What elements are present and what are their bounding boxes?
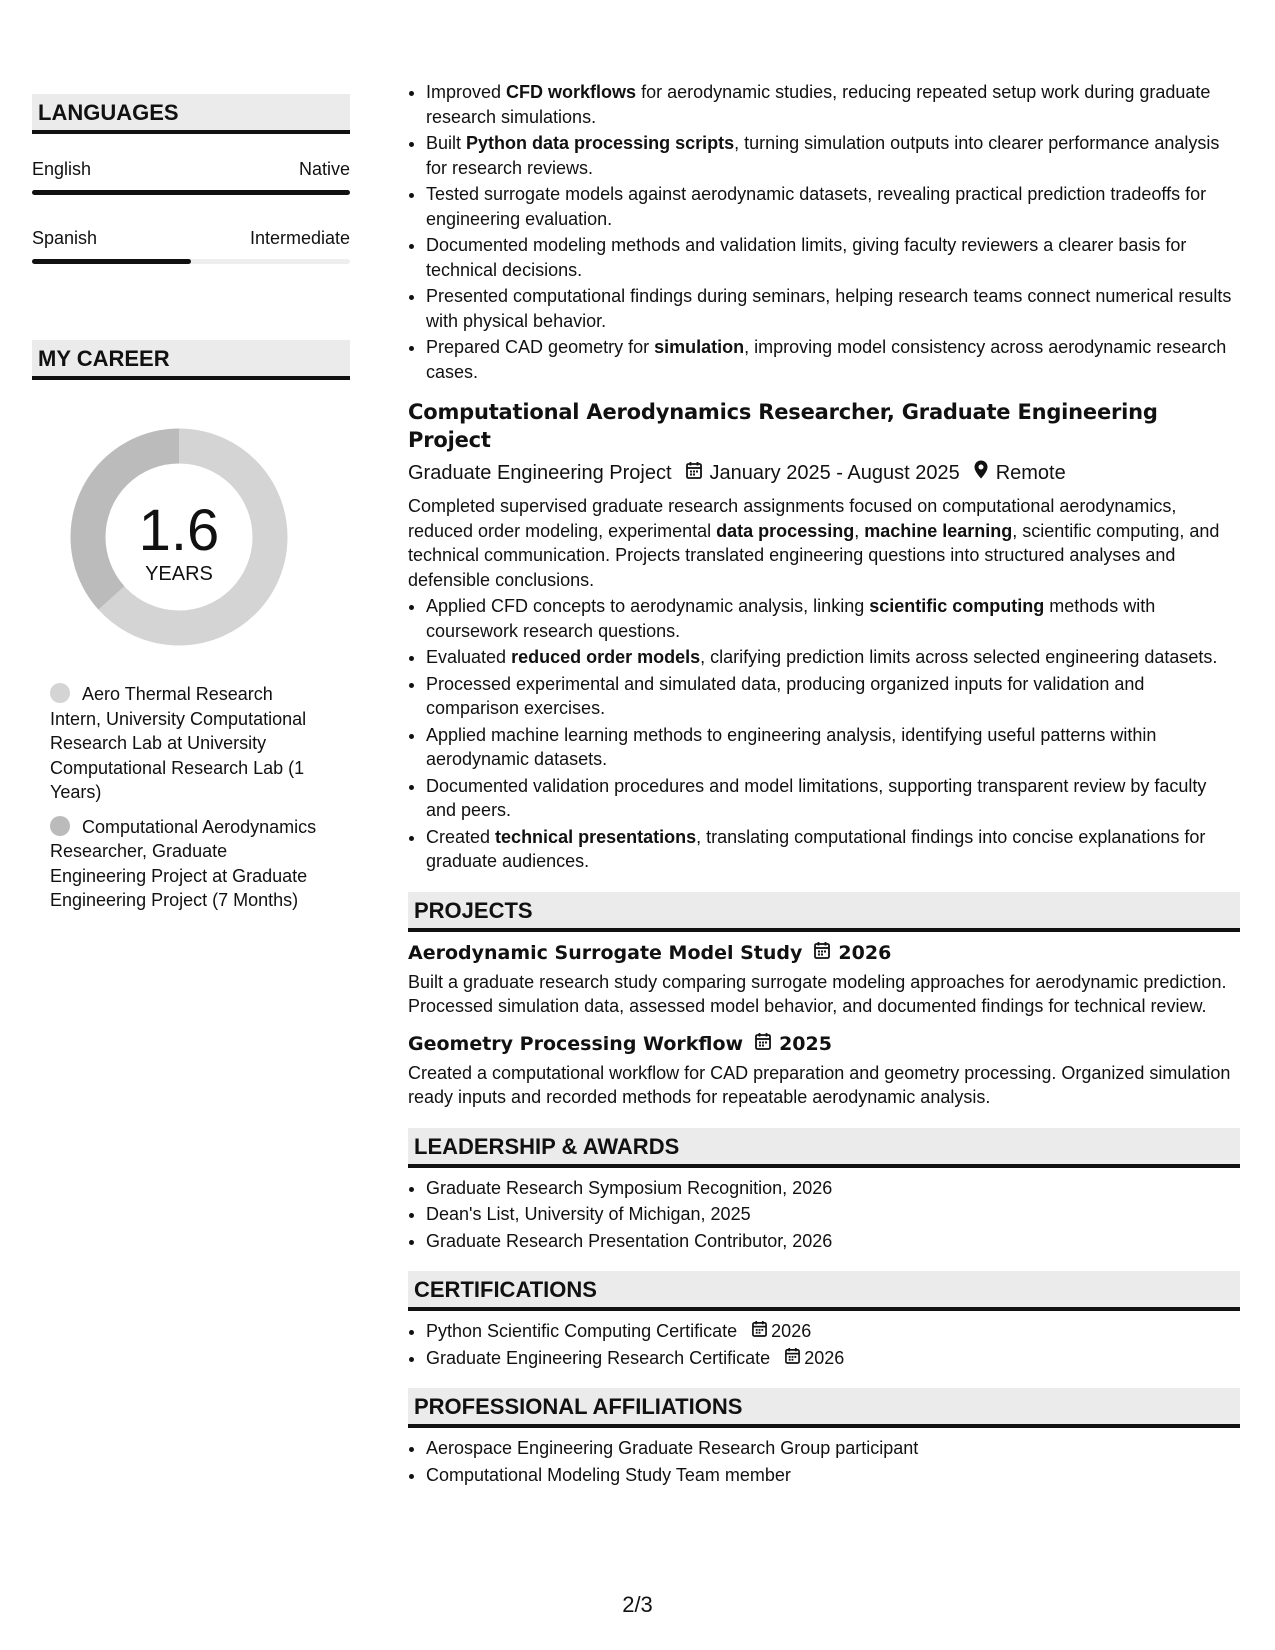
- job-company: Graduate Engineering Project: [408, 462, 672, 484]
- language-name: English: [32, 159, 92, 179]
- career-legend: [32, 682, 320, 913]
- location-pin-icon: [974, 460, 988, 486]
- calendar-icon: [752, 1319, 767, 1344]
- main-content: [408, 80, 1240, 1489]
- job-title: Computational Aerodynamics Researcher, Graduate Engineering Project: [408, 400, 1158, 452]
- project-year: 2025: [779, 1032, 832, 1055]
- language-proficiency-bar: [32, 259, 350, 264]
- projects-header: PROJECTS: [408, 892, 1240, 932]
- language-name: Spanish: [32, 228, 98, 248]
- awards-list: [408, 1176, 1240, 1254]
- job-meta: [408, 460, 1240, 486]
- career-legend-item: [50, 815, 320, 913]
- language-level: Intermediate: [249, 228, 350, 248]
- list-item: • Applied machine learning methods to engineering analysis, identifying useful patterns within aerodynamic datasets.: [426, 723, 1240, 772]
- certifications-list: [408, 1319, 1240, 1370]
- language-proficiency-fill: [32, 190, 350, 195]
- career-total-unit: YEARS: [145, 563, 213, 585]
- list-item: • Prepared CAD geometry for simulation, improving model consistency across aerodynamic research cases.: [426, 335, 1240, 384]
- list-item: • Built Python data processing scripts, turning simulation outputs into clearer performance analysis for research reviews.: [426, 131, 1240, 180]
- language-proficiency-bar: [32, 190, 350, 195]
- language-item: [32, 158, 350, 195]
- list-item: • Tested surrogate models against aerodynamic datasets, revealing practical prediction tradeoffs for engineering evaluation.: [426, 182, 1240, 231]
- list-item: • Aerospace Engineering Graduate Research Group participant: [426, 1436, 1240, 1461]
- previous-job-bullets: [408, 80, 1240, 384]
- list-item: • Applied CFD concepts to aerodynamic analysis, linking scientific computing methods with coursework research questions.: [426, 594, 1240, 643]
- list-item: [426, 1319, 1240, 1344]
- list-item: • Presented computational findings during seminars, helping research teams connect numerical results with physical behavior.: [426, 284, 1240, 333]
- sidebar: [32, 94, 350, 923]
- list-item: • Processed experimental and simulated data, producing organized inputs for validation and comparison exercises.: [426, 672, 1240, 721]
- list-item: • Documented modeling methods and validation limits, giving faculty reviewers a clearer basis for technical decisions.: [426, 233, 1240, 282]
- job-bullets: [408, 594, 1240, 874]
- list-item: • Improved CFD workflows for aerodynamic studies, reducing repeated setup work during graduate research simulations.: [426, 80, 1240, 129]
- calendar-icon: [755, 1031, 771, 1057]
- list-item: • Dean's List, University of Michigan, 2025: [426, 1202, 1240, 1227]
- calendar-icon: [814, 940, 830, 966]
- language-proficiency-fill: [32, 259, 191, 264]
- certification-year: 2026: [804, 1347, 845, 1368]
- job-dates: January 2025 - August 2025: [709, 462, 960, 484]
- legend-dot-icon: [50, 816, 70, 836]
- career-donut-chart: [66, 424, 292, 650]
- project-title: [408, 940, 1240, 966]
- list-item: • Graduate Research Symposium Recognition, 2026: [426, 1176, 1240, 1201]
- project-name: Aerodynamic Surrogate Model Study: [408, 941, 803, 964]
- calendar-icon: [686, 460, 702, 486]
- list-item: • Computational Modeling Study Team member: [426, 1463, 1240, 1488]
- list-item: [426, 1346, 1240, 1371]
- certifications-header: CERTIFICATIONS: [408, 1271, 1240, 1311]
- career-header: MY CAREER: [32, 340, 350, 380]
- certification-year: 2026: [771, 1321, 812, 1341]
- calendar-icon: [785, 1346, 800, 1371]
- affiliations-header: PROFESSIONAL AFFILIATIONS: [408, 1388, 1240, 1428]
- affiliations-list: [408, 1436, 1240, 1487]
- list-item: • Documented validation procedures and model limitations, supporting transparent review by faculty and peers.: [426, 774, 1240, 823]
- language-level: Native: [298, 159, 350, 179]
- certification-name: Python Scientific Computing Certificate: [426, 1321, 738, 1341]
- languages-header: LANGUAGES: [32, 94, 350, 134]
- job-location: Remote: [995, 462, 1066, 484]
- project-name: Geometry Processing Workflow: [408, 1032, 744, 1055]
- awards-header: LEADERSHIP & AWARDS: [408, 1128, 1240, 1168]
- certification-name: Graduate Engineering Research Certificate: [426, 1347, 771, 1368]
- list-item: • Created technical presentations, translating computational findings into concise explanations for graduate audiences.: [426, 825, 1240, 874]
- project-description: Created a computational workflow for CAD preparation and geometry processing. Organized simulation ready inputs and recorded methods for repeatable aerodynamic analysis.: [408, 1062, 1231, 1107]
- legend-dot-icon: [50, 683, 70, 703]
- career-legend-item: [50, 682, 320, 805]
- career-legend-text: Computational Aerodynamics Researcher, Graduate Engineering Project at Graduate Engineering Project (7 Months): [50, 816, 317, 910]
- project-year: 2026: [838, 941, 892, 964]
- job-summary: Completed supervised graduate research assignments focused on computational aerodynamics, reduced order modeling, experimental data processing, machine learning, scientific computing, and technical communication. Projects translated engineering questions into structured analyses and defensible conclusions.: [408, 496, 1220, 590]
- list-item: • Evaluated reduced order models, clarifying prediction limits across selected engineering datasets.: [426, 645, 1240, 670]
- list-item: • Graduate Research Presentation Contributor, 2026: [426, 1229, 1240, 1254]
- page-number: 2/3: [622, 1592, 653, 1617]
- project-title: [408, 1031, 1240, 1057]
- project-description: Built a graduate research study comparing surrogate modeling approaches for aerodynamic prediction. Processed simulation data, assessed model behavior, and documented findings for technical review.: [408, 971, 1227, 1016]
- career-legend-text: Aero Thermal Research Intern, University Computational Research Lab at University Computational Research Lab (1 Years): [50, 684, 307, 802]
- language-item: [32, 227, 350, 264]
- career-total-value: 1.6: [138, 498, 220, 563]
